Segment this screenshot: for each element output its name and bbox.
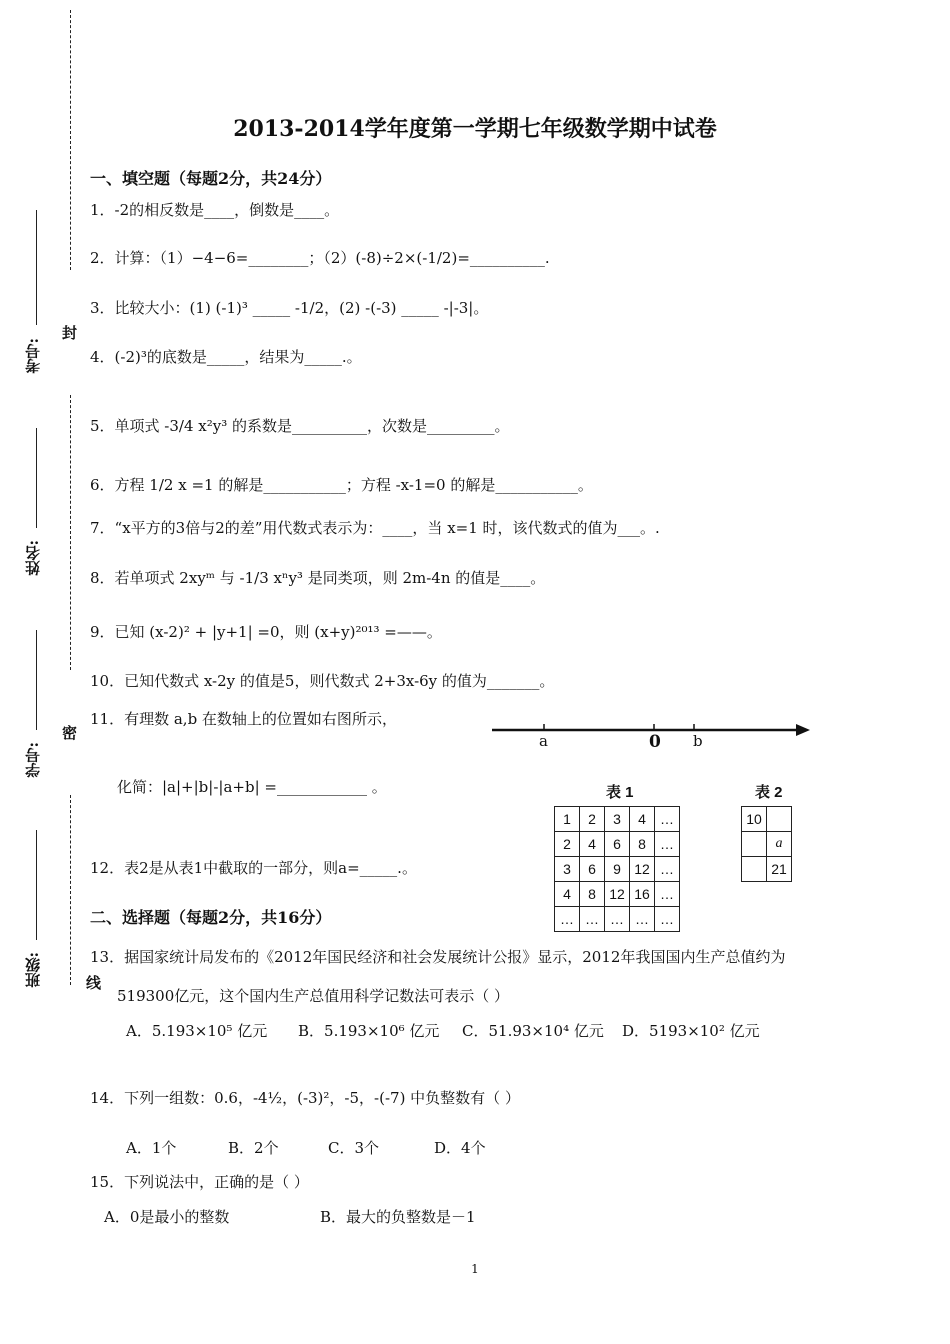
table-cell: 8 — [580, 882, 605, 907]
table-row — [555, 832, 680, 857]
table-2-caption: 表 2 — [755, 784, 783, 801]
table-2 — [741, 806, 792, 882]
question-11-simplify: 化简：|a|+|b|-|a+b| =____________ 。 — [117, 778, 387, 796]
question-13-continued: 519300亿元，这个国内生产总值用科学记数法可表示（ ） — [117, 987, 510, 1005]
blank-line-student-no — [36, 630, 37, 730]
question-13-option-b: B．5.193×10⁶ 亿元 — [298, 1022, 440, 1040]
question-11: 11．有理数 a,b 在数轴上的位置如右图所示， — [90, 710, 397, 728]
blank-line-exam-no — [36, 210, 37, 325]
table-cell: … — [605, 907, 630, 932]
table-cell: … — [655, 882, 680, 907]
question-3: 3．比较大小：(1) (-1)³ _____ -1/2，(2) -(-3) _____ -|-3|。 — [90, 299, 489, 317]
table-row — [742, 832, 792, 857]
question-13: 13．据国家统计局发布的《2012年国民经济和社会发展统计公报》显示，2012年我国国内生产总值约为 — [90, 948, 786, 966]
table-cell: 16 — [630, 882, 655, 907]
question-4: 4．(-2)³的底数是_____，结果为_____.。 — [90, 348, 362, 366]
table-1-caption: 表 1 — [606, 784, 634, 801]
table-cell — [767, 807, 792, 832]
table-cell — [742, 832, 767, 857]
question-13-option-c: C．51.93×10⁴ 亿元 — [462, 1022, 604, 1040]
table-cell: 21 — [767, 857, 792, 882]
table-cell: 2 — [580, 807, 605, 832]
table-cell: 12 — [605, 882, 630, 907]
question-14-option-d: D．4个 — [434, 1139, 486, 1157]
question-15-option-a: A．0是最小的整数 — [104, 1208, 230, 1226]
seal-char-feng: 封 — [62, 324, 78, 342]
question-15-option-b: B．最大的负整数是－1 — [320, 1208, 476, 1226]
question-8: 8．若单项式 2xyᵐ 与 -1/3 xⁿy³ 是同类项，则 2m-4n 的值是____。 — [90, 569, 546, 587]
blank-line-class — [36, 830, 37, 940]
blank-line-name — [36, 428, 37, 528]
question-15: 15．下列说法中，正确的是（ ） — [90, 1173, 309, 1191]
table-cell: … — [655, 857, 680, 882]
number-line-label-zero: 0 — [649, 732, 661, 752]
binding-dash-line — [70, 795, 71, 985]
table-row — [555, 882, 680, 907]
table-cell: a — [767, 832, 792, 857]
question-2: 2．计算：（1）−4−6=________；（2）(-8)÷2×(-1/2)=__________. — [90, 249, 550, 267]
table-row — [555, 857, 680, 882]
label-exam-no: 考号: — [24, 338, 42, 374]
table-cell: 4 — [630, 807, 655, 832]
table-cell: … — [555, 907, 580, 932]
question-10: 10．已知代数式 x-2y 的值是5，则代数式 2+3x-6y 的值为_______。 — [90, 672, 555, 690]
question-6: 6．方程 1/2 x =1 的解是___________；方程 -x-1=0 的解是___________。 — [90, 476, 593, 494]
label-class: 班级: — [24, 952, 42, 988]
seal-char-xian: 线 — [86, 974, 102, 992]
table-cell: 1 — [555, 807, 580, 832]
question-14-option-c: C．3个 — [328, 1139, 380, 1157]
question-14: 14．下列一组数：0.6，-4½，(-3)²，-5，-(-7) 中负整数有（ ） — [90, 1089, 520, 1107]
table-cell: 6 — [605, 832, 630, 857]
table-cell: 6 — [580, 857, 605, 882]
label-name: 姓名: — [24, 540, 42, 576]
question-14-option-b: B．2个 — [228, 1139, 279, 1157]
table-cell: 4 — [555, 882, 580, 907]
table-cell — [742, 857, 767, 882]
table-cell: 10 — [742, 807, 767, 832]
seal-char-mi: 密 — [62, 724, 78, 742]
table-cell: 4 — [580, 832, 605, 857]
question-7: 7．“x平方的3倍与2的差”用代数式表示为：____，当 x=1 时，该代数式的值为___。. — [90, 519, 660, 537]
section-2-heading: 二、选择题（每题2分，共16分） — [90, 908, 332, 927]
question-12: 12．表2是从表1中截取的一部分，则a=_____.。 — [90, 859, 417, 877]
question-9: 9．已知 (x-2)² + |y+1| =0，则 (x+y)²⁰¹³ =——。 — [90, 623, 442, 641]
table-cell: 3 — [605, 807, 630, 832]
table-1 — [554, 806, 680, 932]
table-cell: … — [630, 907, 655, 932]
question-14-option-a: A．1个 — [126, 1139, 177, 1157]
table-cell: 12 — [630, 857, 655, 882]
table-cell: … — [655, 832, 680, 857]
question-13-option-a: A．5.193×10⁵ 亿元 — [126, 1022, 268, 1040]
page-number: 1 — [471, 1262, 479, 1276]
table-cell: 8 — [630, 832, 655, 857]
table-cell: 2 — [555, 832, 580, 857]
table-cell: 9 — [605, 857, 630, 882]
question-5: 5．单项式 -3/4 x²y³ 的系数是__________，次数是_________。 — [90, 417, 510, 435]
table-cell: … — [655, 807, 680, 832]
table-row — [742, 807, 792, 832]
question-1: 1．-2的相反数是____，倒数是____。 — [90, 201, 340, 219]
section-1-heading: 一、填空题（每题2分，共24分） — [90, 169, 332, 188]
table-cell: … — [580, 907, 605, 932]
binding-dash-line — [70, 395, 71, 670]
table-row — [555, 907, 680, 932]
label-student-no: 学号: — [24, 742, 42, 778]
table-row — [555, 807, 680, 832]
table-cell: … — [655, 907, 680, 932]
number-line-label-a: a — [539, 732, 548, 750]
table-row — [742, 857, 792, 882]
table-cell: 3 — [555, 857, 580, 882]
number-line-label-b: b — [693, 732, 703, 750]
page-title: 2013-2014学年度第一学期七年级数学期中试卷 — [233, 116, 717, 142]
question-13-option-d: D．5193×10² 亿元 — [622, 1022, 760, 1040]
